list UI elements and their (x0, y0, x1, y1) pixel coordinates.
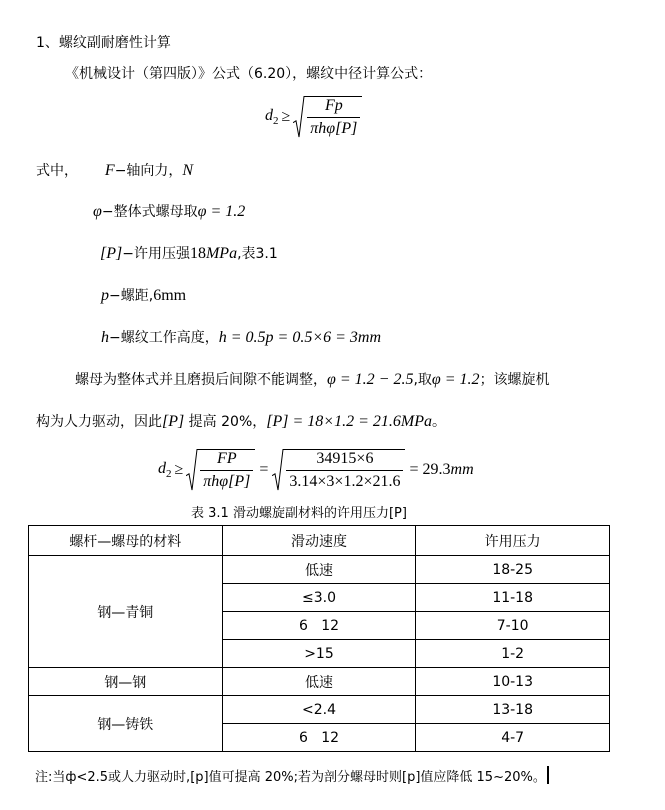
square-root (293, 96, 362, 138)
definition-pitch: p−螺距,6mm (101, 287, 187, 304)
formula-relation: ≥ (281, 108, 291, 125)
table-caption: 表 3.1 滑动螺旋副材料的许用压力[P] (191, 506, 407, 521)
header-speed: 滑动速度 (222, 526, 416, 556)
square-root (186, 449, 255, 491)
speed-cell: ≤3.0 (222, 584, 416, 612)
fraction: $\frac{FP}{\text{πhφ[P]}}$ (200, 450, 253, 491)
speed-cell: 6 12 (222, 724, 416, 752)
formula-lhs: $d_2$ (265, 107, 279, 127)
formula-d2-general (265, 96, 362, 138)
square-root (272, 449, 405, 491)
definition-allowable-pressure: [P]−许用压强18MPa,表3.1 (100, 245, 278, 262)
definition-thread-height: h−螺纹工作高度，h = 0.5p = 0.5×6 = 3mm (101, 329, 382, 346)
formula-lhs: $d_2$ (158, 460, 172, 480)
fraction: $\frac{Fp}{\text{πhφ[P]}}$ (307, 97, 360, 138)
material-cell: 钢—铸铁 (29, 696, 223, 752)
definition-phi: φ−整体式螺母取φ = 1.2 (93, 203, 246, 220)
table-row (29, 696, 610, 724)
formula-relation: ≥ (174, 461, 184, 478)
pressure-cell: 10-13 (416, 668, 610, 696)
fraction: $\frac{34915\times 6}{3.14\times 3\times 1.2\times 21.6}$ (286, 450, 403, 491)
radical-icon (293, 96, 305, 138)
pressure-cell: 18-25 (416, 556, 610, 584)
radical-icon (186, 449, 198, 491)
section-heading: 1、螺纹副耐磨性计算 (36, 35, 171, 51)
speed-cell: >15 (222, 640, 416, 668)
pressure-cell: 7-10 (416, 612, 610, 640)
table-note[interactable]: 注:当ф<2.5或人力驱动时,[p]值可提高 20%;若为剖分螺母时则[p]值应降低 15~20%。 (35, 766, 549, 788)
header-material: 螺杆—螺母的材料 (29, 526, 223, 556)
pressure-cell: 1-2 (416, 640, 610, 668)
speed-cell: 低速 (222, 556, 416, 584)
allowable-pressure-table (28, 525, 610, 752)
speed-cell: <2.4 (222, 696, 416, 724)
paragraph-line-2: 构为人力驱动，因此[P] 提高 20%，[P] = 18×1.2 = 21.6MPa。 (36, 413, 446, 430)
radical-icon (272, 449, 284, 491)
paragraph-line-1: 螺母为整体式并且磨损后间隙不能调整，φ = 1.2 − 2.5,取φ = 1.2；该螺旋机 (75, 371, 550, 388)
material-cell: 钢—钢 (29, 668, 223, 696)
speed-cell: 低速 (222, 668, 416, 696)
speed-cell: 6 12 (222, 612, 416, 640)
formula-d2-calculation: $d_2$ ≥ $\frac{FP}{\text{πhφ[P]}}$ = $\frac{34915\times 6}{3.14\times 3\times 1.2\times 21.6}$ = 29.3 mm (158, 450, 474, 490)
header-pressure: 许用压力 (416, 526, 610, 556)
material-cell: 钢—青铜 (29, 556, 223, 668)
table-header-row (29, 526, 610, 556)
pressure-cell: 11-18 (416, 584, 610, 612)
pressure-cell: 4-7 (416, 724, 610, 752)
table-row (29, 556, 610, 584)
text-cursor (547, 766, 549, 784)
table-row (29, 668, 610, 696)
intro-paragraph: 《机械设计（第四版）》公式（6.20），螺纹中径计算公式： (65, 66, 433, 82)
definition-force: 式中， F−轴向力，N (36, 162, 194, 179)
pressure-cell: 13-18 (416, 696, 610, 724)
